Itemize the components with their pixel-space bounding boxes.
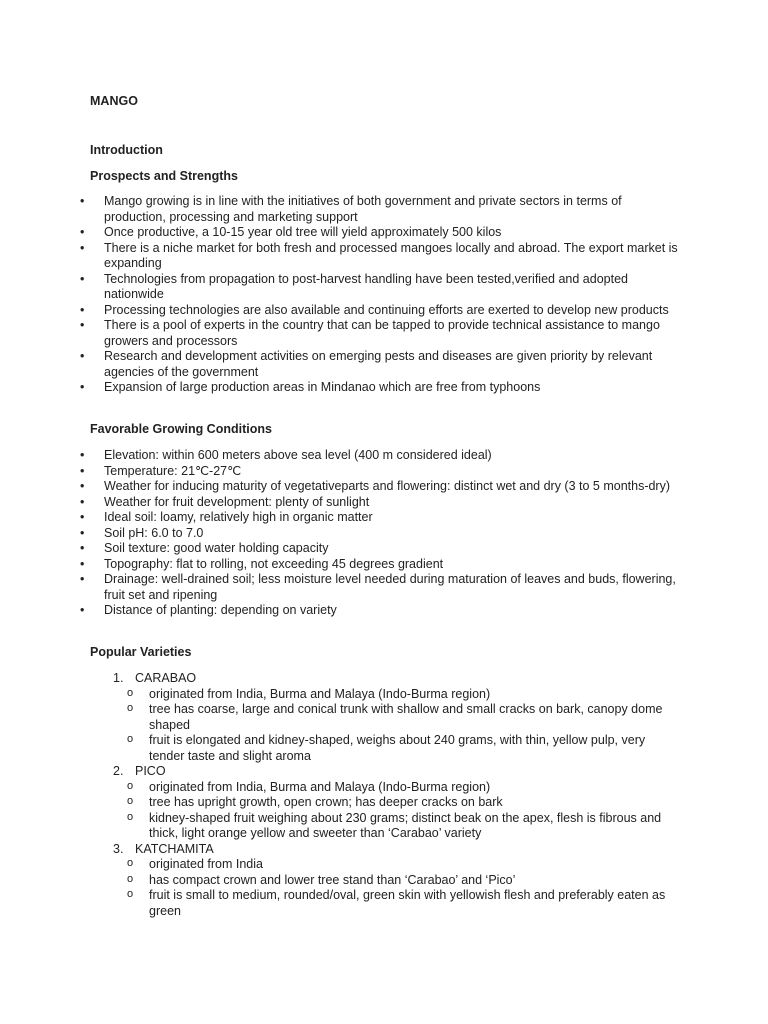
variety-detail: o has compact crown and lower tree stand than ‘Carabao’ and ‘Pico’ — [0, 873, 768, 889]
prospects-list — [0, 194, 768, 396]
variety-number: 1. — [113, 671, 124, 685]
conditions-item: • Soil pH: 6.0 to 7.0 — [0, 526, 768, 542]
conditions-item: • Drainage: well-drained soil; less moisture level needed during maturation of leaves and buds, flowering, fruit set and ripening — [0, 572, 768, 603]
varieties-heading: Popular Varieties — [90, 645, 192, 659]
conditions-item: • Topography: flat to rolling, not exceeding 45 degrees gradient — [0, 557, 768, 573]
variety-number: 3. — [113, 841, 124, 856]
variety-name: CARABAO — [135, 671, 197, 685]
prospects-item: • Expansion of large production areas in Mindanao which are free from typhoons — [0, 380, 768, 396]
variety-detail: o fruit is small to medium, rounded/oval, green skin with yellowish flesh and preferably eaten as green — [0, 888, 768, 919]
variety-item — [0, 842, 768, 920]
variety-details — [135, 687, 768, 765]
variety-detail: o originated from India — [0, 857, 768, 873]
varieties-list — [0, 671, 768, 919]
variety-number: 2. — [113, 764, 124, 778]
introduction-heading: Introduction — [90, 143, 163, 157]
variety-details — [135, 857, 768, 919]
variety-item — [0, 671, 768, 764]
prospects-item: • There is a niche market for both fresh and processed mangoes locally and abroad. The export market is expanding — [0, 241, 768, 272]
variety-item — [0, 764, 768, 842]
variety-detail: o originated from India, Burma and Malaya (Indo-Burma region) — [0, 780, 768, 796]
prospects-item: • Technologies from propagation to post-harvest handling have been tested,verified and adopted nationwide — [0, 272, 768, 303]
conditions-item: • Distance of planting: depending on variety — [0, 603, 768, 619]
variety-name: PICO — [135, 764, 166, 778]
conditions-item: • Temperature: 21℃-27℃ — [0, 464, 768, 480]
conditions-item: • Elevation: within 600 meters above sea level (400 m considered ideal) — [0, 448, 768, 464]
variety-details — [135, 780, 768, 842]
prospects-item: • Processing technologies are also available and continuing efforts are exerted to develop new products — [0, 303, 768, 319]
conditions-item: • Soil texture: good water holding capacity — [0, 541, 768, 557]
prospects-heading: Prospects and Strengths — [90, 169, 238, 183]
prospects-item: • Research and development activities on emerging pests and diseases are given priority by relevant agencies of the government — [0, 349, 768, 380]
document-title: MANGO — [90, 94, 138, 108]
variety-detail: o kidney-shaped fruit weighing about 230 grams; distinct beak on the apex, flesh is fibrous and thick, light orange yellow and sweeter than ‘Carabao’ variety — [0, 811, 768, 842]
prospects-item: • Mango growing is in line with the initiatives of both government and private sectors in terms of production, processing and marketing support — [0, 194, 768, 225]
conditions-item: • Ideal soil: loamy, relatively high in organic matter — [0, 510, 768, 526]
variety-detail: o tree has coarse, large and conical trunk with shallow and small cracks on bark, canopy dome shaped — [0, 702, 768, 733]
conditions-list — [0, 448, 768, 619]
variety-detail: o originated from India, Burma and Malaya (Indo-Burma region) — [0, 687, 768, 703]
prospects-item: • Once productive, a 10-15 year old tree will yield approximately 500 kilos — [0, 225, 768, 241]
conditions-list-container — [0, 448, 768, 619]
prospects-list-container — [0, 194, 768, 396]
varieties-list-container — [0, 671, 768, 919]
conditions-item: • Weather for fruit development: plenty of sunlight — [0, 495, 768, 511]
conditions-heading: Favorable Growing Conditions — [90, 422, 272, 436]
prospects-item: • There is a pool of experts in the country that can be tapped to provide technical assistance to mango growers and processors — [0, 318, 768, 349]
conditions-item: • Weather for inducing maturity of vegetativeparts and flowering: distinct wet and dry (3 to 5 months-dry) — [0, 479, 768, 495]
variety-detail: o tree has upright growth, open crown; has deeper cracks on bark — [0, 795, 768, 811]
variety-name: KATCHAMITA — [135, 841, 214, 856]
variety-detail: o fruit is elongated and kidney-shaped, weighs about 240 grams, with thin, yellow pulp, very tender taste and slight aroma — [0, 733, 768, 764]
